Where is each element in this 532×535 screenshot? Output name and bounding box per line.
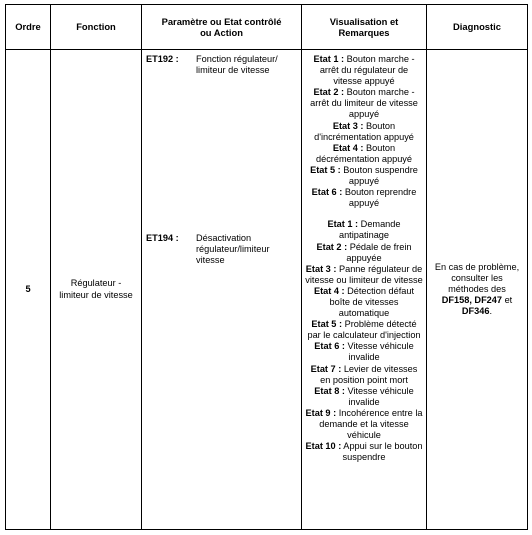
etat-item [305,264,423,286]
etat-label: Etat 7 : [310,363,342,374]
etat-label: Etat 8 : [314,385,345,396]
diagnostic-text: En cas de problème, consulter les méthodes des DF158, DF247 et DF346. [434,261,520,317]
etat-item [305,187,423,209]
etat-label: Etat 3 : [332,120,364,131]
etat-item [305,219,423,241]
etat-text: Incohérence entre la demande et la vitesse véhicule [319,407,423,441]
etat-label: Etat 9 : [305,407,337,418]
param-label: Fonction régulateur/ limiteur de vitesse [196,54,278,76]
etat-item [305,319,423,341]
etat-text: Vitesse véhicule invalide [344,341,414,363]
cell-diagnostic [427,50,528,530]
etat-item [305,341,423,363]
etat-label: Etat 4 : [313,285,345,296]
etat-text: Bouton d'incrémentation appuyé [314,120,414,142]
etat-text: Bouton marche - arrêt du limiteur de vitesse appuyé [310,87,418,120]
param-et194 [146,233,299,266]
header-ordre: Ordre [6,5,51,50]
diagnostic-codes: DF158, DF247 [441,295,503,306]
etat-label: Etat 3 : [305,263,337,274]
header-row [6,5,528,50]
etat-label: Etat 10 : [305,441,342,452]
etat-text: Demande antipatinage [338,219,401,241]
etat-text: Bouton décrémentation appuyé [315,142,413,164]
etat-text: Bouton reprendre appuyé [342,187,417,209]
etat-item [305,364,423,386]
etat-label: Etat 1 : [327,219,359,230]
cell-visualisation [302,50,427,530]
etat-item [305,143,423,165]
param-et192 [146,54,299,76]
etat-text: Appui sur le bouton suspendre [341,441,423,463]
etat-text: Bouton marche - arrêt du régulateur de vitesse appuyé [319,54,415,87]
etat-item [305,165,423,187]
etat-label: Etat 1 : [313,54,345,64]
etat-text: Bouton suspendre appuyé [340,164,418,187]
etat-text: Vitesse véhicule invalide [344,385,414,407]
etat-item [305,54,423,87]
etat-item [305,242,423,264]
param-code: ET192 : [146,54,179,64]
header-parametre: Paramètre ou Etat contrôlé ou Action [142,5,302,50]
et192-states [305,50,423,209]
diagnostic-codes: DF346 [461,306,490,317]
table-row [6,50,528,530]
etat-item [305,87,423,120]
etat-item [305,386,423,408]
etat-text: Pédale de frein appuyée [346,241,412,263]
etat-label: Etat 2 : [316,241,348,252]
etat-text: Détection défaut boîte de vitesses automatique [329,285,415,319]
etat-item [305,408,423,441]
et194-states [305,219,423,463]
etat-item [305,441,423,463]
etat-text: Problème détecté par le calculateur d'injection [307,319,421,341]
cell-fonction: Régulateur - limiteur de vitesse [51,50,142,530]
etat-label: Etat 5 : [310,164,341,175]
etat-item [305,121,423,143]
etat-label: Etat 2 : [313,87,345,98]
spacer [305,209,423,219]
header-visualisation: Visualisation et Remarques [302,5,427,50]
diagnostic-table [5,4,528,530]
cell-ordre: 5 [6,50,51,530]
etat-label: Etat 6 : [314,341,345,352]
param-label: Désactivation régulateur/limiteur vitesse [196,233,270,266]
etat-label: Etat 4 : [332,142,364,153]
header-diagnostic: Diagnostic [427,5,528,50]
etat-item [305,286,423,319]
etat-text: Levier de vitesses en position point mort [320,363,418,385]
cell-parametre [142,50,302,530]
etat-text: Panne régulateur de vitesse ou limiteur de vitesse [305,263,423,285]
etat-label: Etat 5 : [311,319,343,330]
etat-label: Etat 6 : [311,187,343,198]
param-code: ET194 : [146,233,179,243]
header-fonction: Fonction [51,5,142,50]
